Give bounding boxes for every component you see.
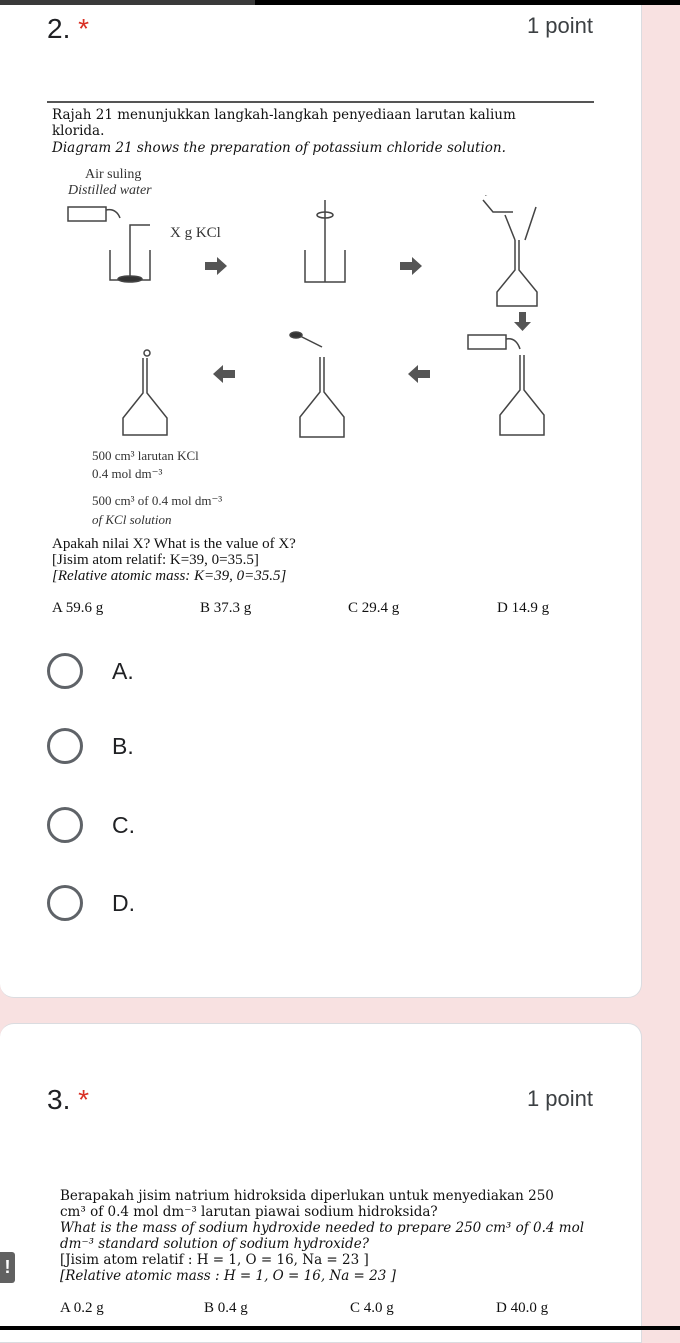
choice-c: C 29.4 g — [348, 600, 400, 616]
choice-a: A 59.6 g — [52, 600, 104, 616]
arrow-right-icon — [205, 257, 227, 275]
ram-ms: [Jisim atom relatif: K=39, 0=35.5] — [52, 552, 259, 568]
required-marker: * — [78, 13, 90, 44]
choice-d: D 40.0 g — [496, 1300, 549, 1316]
question-text-ms-cont: cm³ of 0.4 mol dm⁻³ larutan piawai sodium hidroksida? — [60, 1204, 438, 1220]
ram-ms: [Jisim atom relatif : H = 1, O = 16, Na = 23 ] — [60, 1252, 369, 1268]
alert-badge-icon[interactable]: ! — [0, 1252, 15, 1283]
choice-a: A 0.2 g — [60, 1300, 104, 1316]
question-number: 3. — [47, 1084, 71, 1115]
option-c[interactable] — [47, 805, 347, 845]
points-label: 1 point — [526, 1086, 593, 1111]
radio-button[interactable] — [47, 885, 83, 921]
image-top-rule — [47, 101, 594, 103]
option-b[interactable] — [47, 726, 347, 766]
question-title — [47, 1084, 89, 1116]
diagram-caption-ms2: 0.4 mol dm⁻³ — [92, 466, 163, 481]
arrow-left-icon — [213, 365, 235, 383]
beaker-with-solid-icon — [110, 225, 150, 282]
diagram-label-kcl: X g KCl — [170, 225, 221, 241]
option-label: B. — [112, 732, 134, 759]
diagram-caption-en2: of KCl solution — [92, 512, 172, 527]
question-text-en-cont: dm⁻³ standard solution of sodium hydroxide? — [60, 1236, 369, 1252]
option-label: A. — [112, 657, 134, 684]
flask-dropper-icon — [290, 332, 344, 437]
radio-button[interactable] — [47, 807, 83, 843]
stoppered-flask-icon — [123, 350, 167, 435]
wash-bottle-icon — [68, 207, 120, 221]
ram-en: [Relative atomic mass: K=39, 0=35.5] — [52, 568, 287, 584]
beaker-stirring-icon — [305, 200, 345, 282]
question-card-2 — [0, 5, 642, 998]
diagram-label-en: Distilled water — [68, 183, 152, 198]
choice-b: B 37.3 g — [200, 600, 252, 616]
question-text-en: What is the mass of sodium hydroxide needed to prepare 250 cm³ of 0.4 mol — [60, 1220, 585, 1236]
bottom-bar — [0, 1326, 680, 1330]
option-label: C. — [112, 811, 135, 838]
question-line: Apakah nilai X? What is the value of X? — [52, 536, 296, 552]
question-text-ms: Berapakah jisim natrium hidroksida diperlukan untuk menyediakan 250 — [60, 1188, 554, 1204]
flask-filling-icon — [468, 335, 544, 435]
ram-en: [Relative atomic mass : H = 1, O = 16, Na = 23 ] — [60, 1268, 396, 1284]
question-text-ms-cont: klorida. — [52, 123, 105, 139]
choice-b: B 0.4 g — [204, 1300, 248, 1316]
option-a[interactable] — [47, 651, 347, 691]
question-text-en: Diagram 21 shows the preparation of potassium chloride solution. — [52, 140, 506, 156]
question-card-3 — [0, 1023, 642, 1343]
diagram-label-ms: Air suling — [85, 167, 142, 182]
arrow-down-icon — [514, 312, 531, 331]
question-text-ms: Rajah 21 menunjukkan langkah-langkah penyediaan larutan kalium — [52, 107, 516, 123]
diagram-caption-ms1: 500 cm³ larutan KCl — [92, 448, 199, 463]
radio-button[interactable] — [47, 653, 83, 689]
required-marker: * — [78, 1084, 90, 1115]
question-number: 2. — [47, 13, 71, 44]
points-label: 1 point — [526, 13, 593, 38]
diagram-caption-en1: 500 cm³ of 0.4 mol dm⁻³ — [92, 493, 223, 508]
question-title — [47, 13, 89, 45]
arrow-left-icon — [408, 365, 430, 383]
option-label: D. — [112, 889, 135, 916]
choice-d: D 14.9 g — [497, 600, 550, 616]
volumetric-flask-funnel-icon — [483, 195, 537, 306]
diagram-drawing — [50, 195, 550, 445]
option-d[interactable] — [47, 883, 347, 923]
arrow-right-icon — [400, 257, 422, 275]
choice-c: C 4.0 g — [350, 1300, 394, 1316]
radio-button[interactable] — [47, 728, 83, 764]
